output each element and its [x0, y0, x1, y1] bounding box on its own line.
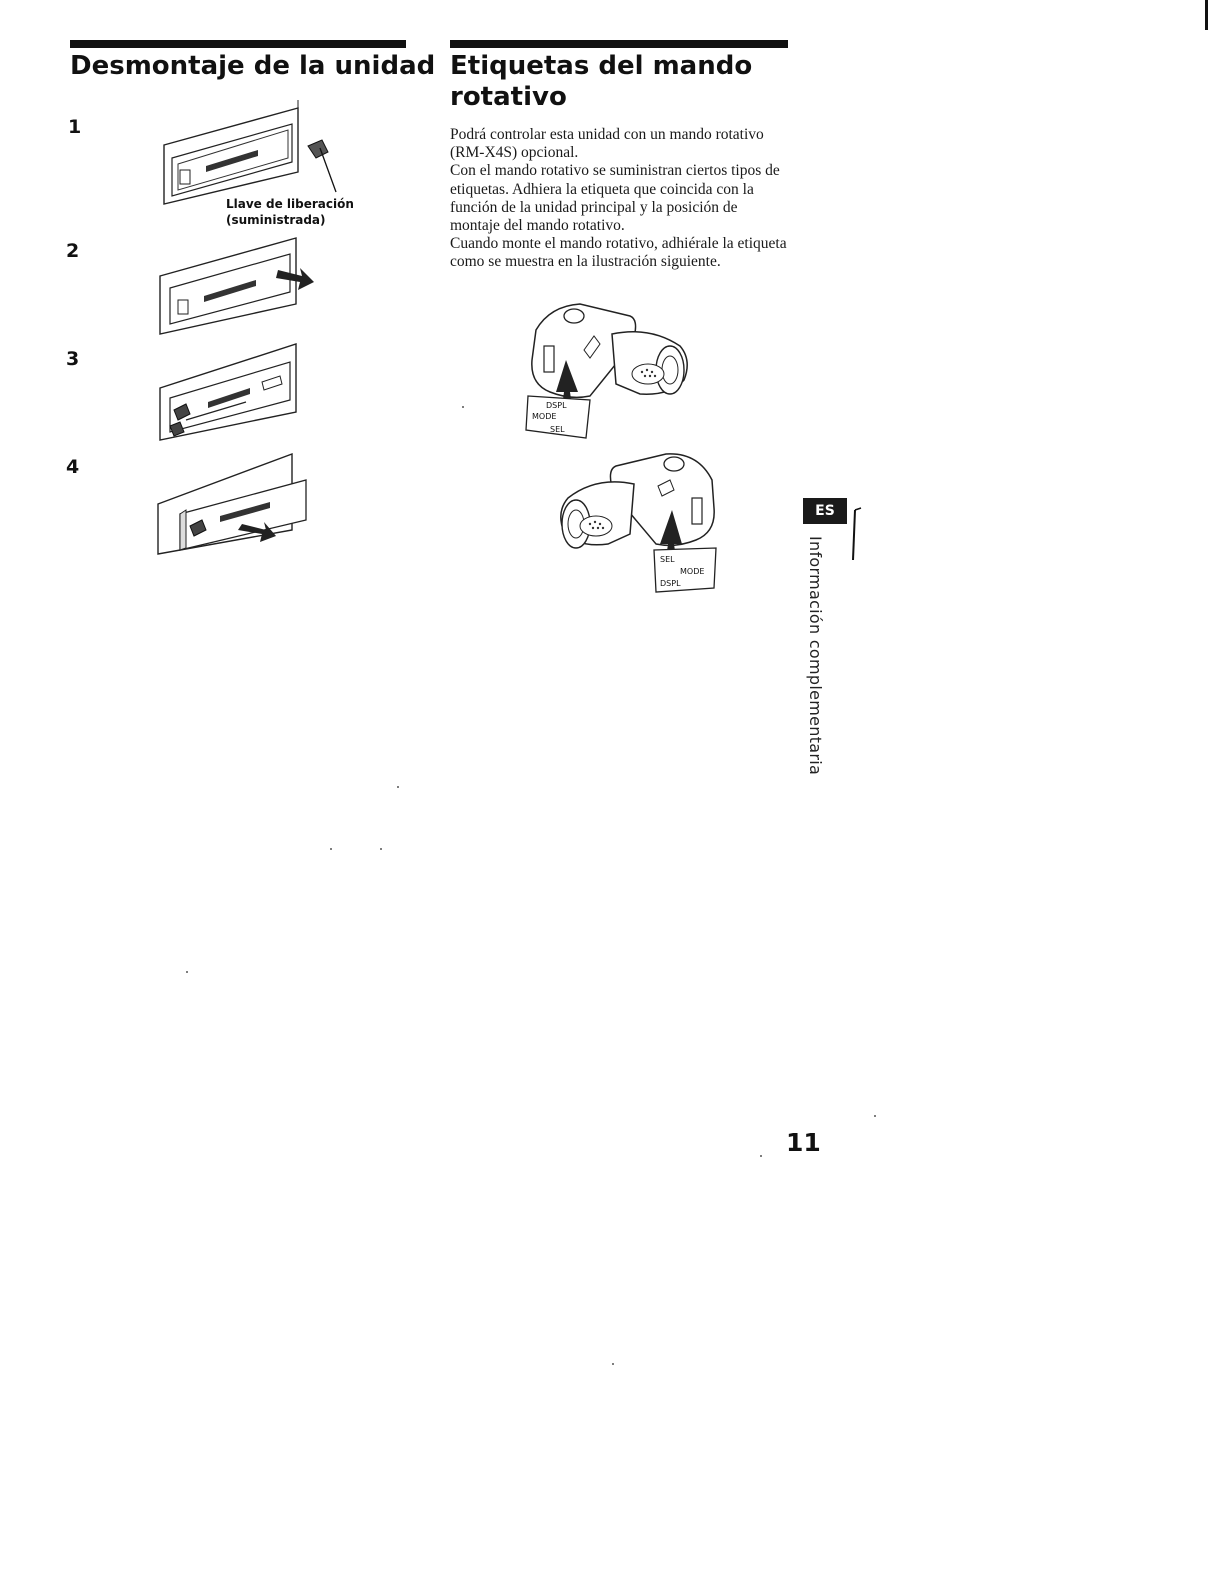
label-top-line-2: MODE: [532, 412, 557, 421]
scan-speck: [874, 1115, 876, 1117]
step-number-4: 4: [66, 456, 80, 478]
left-heading-rule: [70, 40, 406, 48]
left-heading: Desmontaje de la unidad: [70, 51, 436, 81]
scan-speck: [186, 971, 188, 973]
section-side-label: Información complementaria: [806, 536, 825, 776]
body-text: [450, 126, 790, 272]
body-paragraph-3: Cuando monte el mando rotativo, adhiérale la etiqueta como se muestra en la ilustración siguiente.: [450, 235, 787, 271]
tab-edge-mark: [849, 500, 863, 562]
step-3-figure: [150, 340, 330, 445]
step-number-1: 1: [68, 116, 82, 138]
step-2-figure: [150, 228, 330, 338]
right-heading-line-2: rotativo: [450, 82, 567, 112]
label-bottom-line-2: MODE: [680, 567, 705, 576]
step-4-figure: [150, 450, 330, 560]
right-heading: [450, 51, 752, 113]
body-paragraph-1: Podrá controlar esta unidad con un mando rotativo (RM-X4S) opcional.: [450, 126, 764, 162]
label-top-line-1: DSPL: [546, 401, 567, 410]
release-key-icon: [308, 140, 336, 192]
scan-speck: [330, 848, 332, 850]
rotary-commander-icon: [548, 448, 728, 596]
step-number-3: 3: [66, 348, 80, 370]
scan-speck: [760, 1155, 762, 1157]
scan-speck: [612, 1363, 614, 1365]
release-key-caption-line-1: Llave de liberación: [226, 197, 354, 211]
step-number-2: 2: [66, 240, 80, 262]
scan-speck: [462, 406, 464, 408]
right-heading-rule: [450, 40, 788, 48]
language-tab: ES: [803, 498, 847, 524]
corner-crop-mark: [1205, 0, 1208, 30]
page-number: 11: [786, 1128, 821, 1157]
label-bottom-line-1: SEL: [660, 555, 675, 564]
release-key-caption-line-2: (suministrada): [226, 213, 326, 227]
right-heading-line-1: Etiquetas del mando: [450, 51, 753, 81]
release-key-caption: [226, 196, 354, 228]
body-paragraph-2: Con el mando rotativo se suministran ciertos tipos de etiquetas. Adhiera la etiqueta que coincida con la función de la unidad principal y la posición de montaje del mando rotativo.: [450, 162, 780, 235]
label-bottom-line-3: DSPL: [660, 579, 681, 588]
step-1-figure: [150, 100, 350, 210]
label-top-line-3: SEL: [550, 425, 565, 434]
scan-speck: [380, 848, 382, 850]
rotary-commander-icon: [520, 300, 700, 442]
scan-speck: [397, 786, 399, 788]
